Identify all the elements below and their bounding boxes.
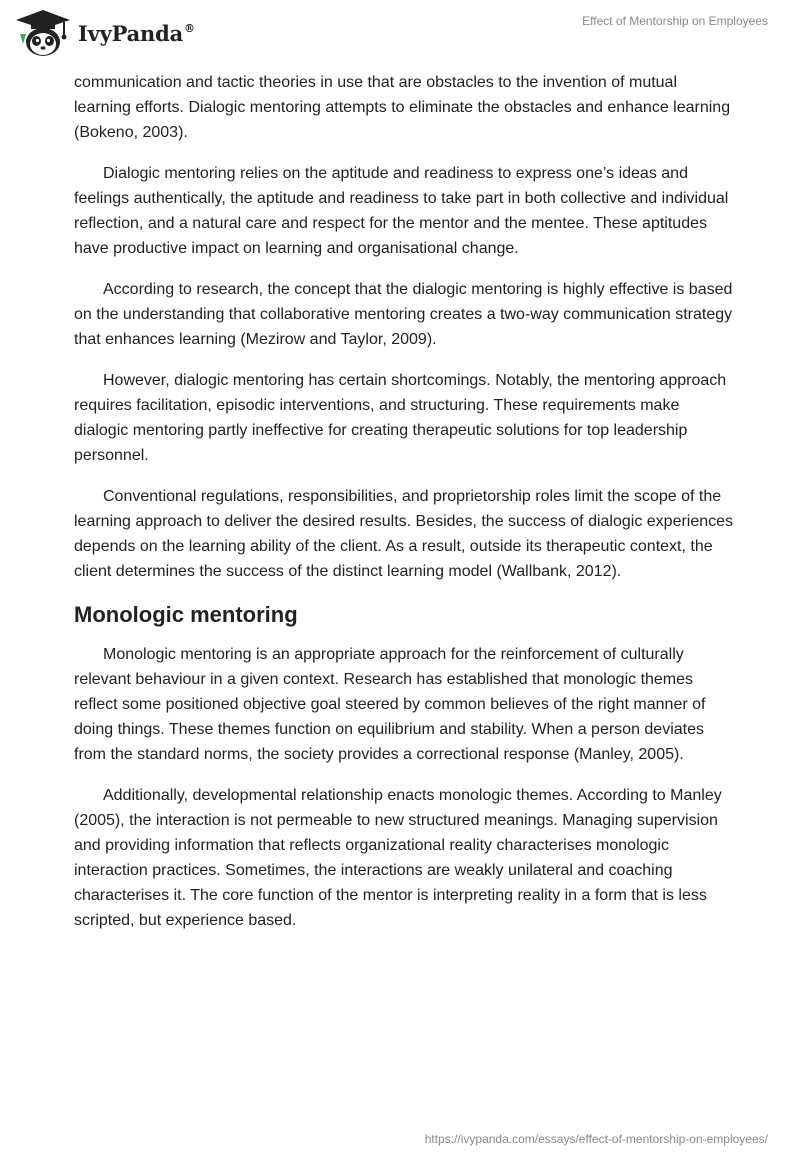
paragraph: Additionally, developmental relationship enacts monologic themes. According to Manley (2005), the interaction is not permeable to new structured meanings. Managing supervision and providing information that reflects organizational reality characterises monologic interaction practices. Sometimes, the interactions are weakly unilateral and coaching characterises it. The core function of the mentor is interpreting reality in a form that is less scripted, but experience based. [74, 787, 722, 929]
essay-body [74, 70, 734, 949]
section-heading: Monologic mentoring [74, 602, 298, 627]
paragraph: communication and tactic theories in use that are obstacles to the invention of mutual learning efforts. Dialogic mentoring attempts to eliminate the obstacles and enhance learning (Bokeno, 2003). [74, 74, 731, 141]
brand-name: IvyPanda® [78, 20, 195, 46]
running-title: Effect of Mentorship on Employees [582, 14, 768, 28]
source-url[interactable]: https://ivypanda.com/essays/effect-of-mentorship-on-employees/ [424, 1132, 768, 1146]
page-header [0, 0, 800, 70]
paragraph: Conventional regulations, responsibilities, and proprietorship roles limit the scope of the learning approach to deliver the desired results. Besides, the success of dialogic experiences depends on the learning ability of the client. As a result, outside its therapeutic context, the client determines the success of the distinct learning model (Wallbank, 2012). [74, 488, 734, 580]
panda-graduate-icon [14, 8, 72, 58]
paragraph: However, dialogic mentoring has certain shortcomings. Notably, the mentoring approach requires facilitation, episodic interventions, and structuring. These requirements make dialogic mentoring partly ineffective for creating therapeutic solutions for top leadership personnel. [74, 372, 727, 464]
brand-logo[interactable] [14, 8, 195, 58]
registered-mark: ® [184, 21, 195, 35]
paragraph: According to research, the concept that the dialogic mentoring is highly effective is based on the understanding that collaborative mentoring creates a two-way communication strategy that enhances learning (Mezirow and Taylor, 2009). [74, 281, 733, 348]
paragraph: Monologic mentoring is an appropriate approach for the reinforcement of culturally relevant behaviour in a given context. Research has established that monologic themes reflect some positioned objective goal steered by common believes of the right manner of doing things. These themes function on equilibrium and stability. When a person deviates from the standard norms, the society provides a correctional response (Manley, 2005). [74, 646, 706, 763]
paragraph: Dialogic mentoring relies on the aptitude and readiness to express one’s ideas and feelings authentically, the aptitude and readiness to take part in both collective and individual reflection, and a natural care and respect for the mentor and the mentee. These aptitudes have productive impact on learning and organisational change. [74, 165, 729, 257]
